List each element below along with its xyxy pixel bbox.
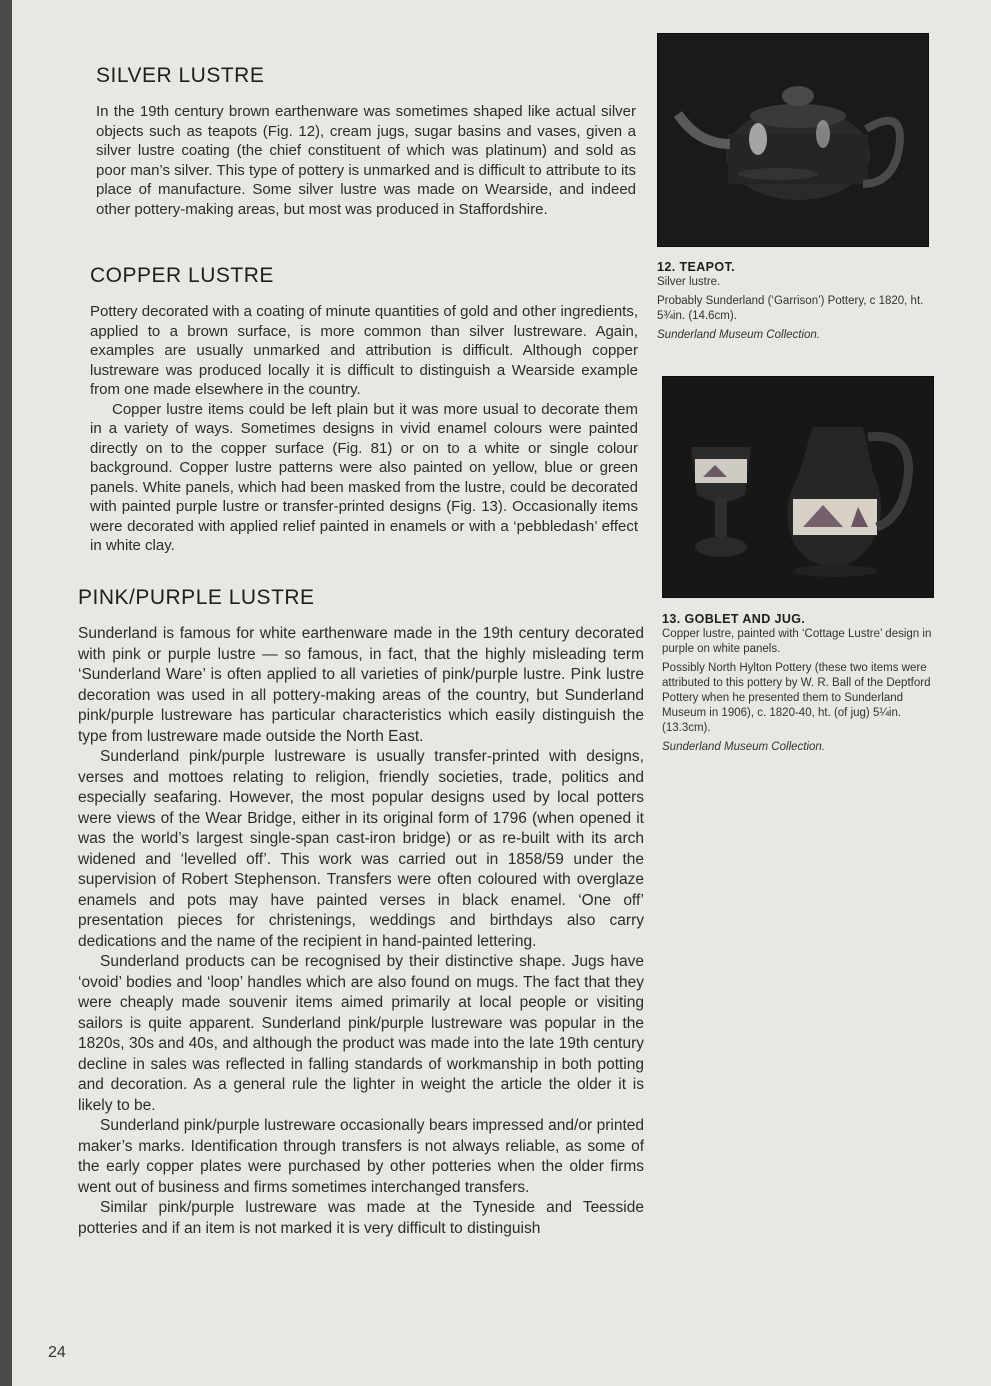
- figure-12-caption: [657, 260, 927, 343]
- teapot-icon: [658, 34, 928, 246]
- figure-12-title: 12. TEAPOT.: [657, 260, 736, 274]
- heading-silver-lustre: SILVER LUSTRE: [96, 64, 265, 87]
- goblet-and-jug-photo: [662, 376, 934, 598]
- section-pink-purple-lustre: [78, 586, 644, 1239]
- paragraph: Similar pink/purple lustreware was made at the Tyneside and Teesside potteries and if an item is not marked it is very difficult to distinguish: [78, 1199, 644, 1237]
- heading-copper-lustre: COPPER LUSTRE: [90, 264, 274, 287]
- figure-12-collection: Sunderland Museum Collection.: [657, 329, 821, 341]
- figure-13-detail: Possibly North Hylton Pottery (these two items were attributed to this pottery by W. R. Ball of the Deptford Pottery when he presented them to Sunderland Museum in 1906), c. 1820-40, ht. (of jug) 5¼in. (13.3cm).: [662, 662, 931, 734]
- paragraph: Pottery decorated with a coating of minute quantities of gold and other ingredients, applied to a brown surface, is more common than silver lustreware. Again, examples are usually unmarked and attribution is difficult. Although copper lustreware was produced locally it is difficult to distinguish a Wearside example from one made elsewhere in the country.: [90, 303, 638, 398]
- section-copper-lustre: [90, 264, 638, 556]
- figure-13-material: Copper lustre, painted with ‘Cottage Lustre’ design in purple on white panels.: [662, 628, 932, 655]
- figure-13-collection: Sunderland Museum Collection.: [662, 741, 826, 753]
- figure-12-material: Silver lustre.: [657, 276, 721, 288]
- figure-12-detail: Probably Sunderland (‘Garrison’) Pottery, c 1820, ht. 5¾in. (14.6cm).: [657, 295, 924, 322]
- book-page: [12, 0, 991, 1386]
- paragraph: Sunderland products can be recognised by their distinctive shape. Jugs have ‘ovoid’ bodies and ‘loop’ handles which are also found on mugs. The fact that they were cheaply made souvenir items aimed primarily at local people or visiting sailors is quite apparent. Sunderland pink/purple lustreware was popular in the 1820s, 30s and 40s, and although the product was made into the late 19th century decline in sales was reflected in falling standards of workmanship in both potting and decoration. As a general rule the lighter in weight the article the older it is likely to be.: [78, 953, 644, 1114]
- paragraph: Sunderland pink/purple lustreware is usually transfer-printed with designs, verses and mottoes relating to religion, friendly societies, trade, politics and especially seafaring. However, the most popular designs used by local potters were views of the Wear Bridge, either in its original form of 1796 (when opened it was the world’s largest single-span cast-iron bridge) or as re-built with its arch widened and ‘levelled off’. This work was carried out in 1858/59 under the supervision of Robert Stephenson. Transfers were often coloured with overglaze enamels and pots may have painted verses in black enamel. ‘One off’ presentation pieces for christenings, weddings and birthdays also carry dedications and the name of the recipient in hand-painted lettering.: [78, 748, 644, 950]
- paragraph: Copper lustre items could be left plain but it was more usual to decorate them in a variety of ways. Sometimes designs in vivid enamel colours were painted directly on to the copper surface (Fig. 81) or on to a white or single colour background. Copper lustre patterns were also painted on yellow, blue or green panels. White panels, which had been masked from the lustre, could be decorated with painted purple lustre or transfer-printed designs (Fig. 13). Occasionally items were decorated with applied relief painted in enamels or with a ‘pebbledash’ effect in white clay.: [90, 400, 638, 554]
- figure-13-caption: [662, 612, 934, 755]
- paragraph: In the 19th century brown earthenware was sometimes shaped like actual silver objects such as teapots (Fig. 12), cream jugs, sugar basins and vases, given a silver lustre coating (the chief constituent of which was platinum) and sold as poor man’s silver. This type of pottery is unmarked and is difficult to attribute to its place of manufacture. Some silver lustre was made on Wearside, and indeed other pottery-making areas, but most was produced in Staffordshire.: [96, 103, 636, 218]
- paragraph: Sunderland is famous for white earthenware made in the 19th century decorated with pink or purple lustre — so famous, in fact, that the highly misleading term ‘Sunderland Ware’ is often applied to all varieties of pink/purple lustre. Pink lustre decoration was used in all pottery-making areas of the country, but Sunderland pink/purple lustreware has particular characteristics which easily distinguish the type from lustreware made outside the North East.: [78, 625, 644, 745]
- teapot-photo: [657, 33, 929, 247]
- section-silver-lustre: [96, 64, 636, 219]
- heading-pink-purple-lustre: PINK/PURPLE LUSTRE: [78, 586, 315, 609]
- figure-13-title: 13. GOBLET AND JUG.: [662, 612, 806, 626]
- goblet-jug-icon: [663, 377, 933, 597]
- page-number: 24: [48, 1344, 66, 1361]
- paragraph: Sunderland pink/purple lustreware occasionally bears impressed and/or printed maker’s marks. Identification through transfers is not always reliable, as some of the early copper plates were purchased by other potteries when the older firms went out of business and firms sometimes interchanged transfers.: [78, 1117, 644, 1196]
